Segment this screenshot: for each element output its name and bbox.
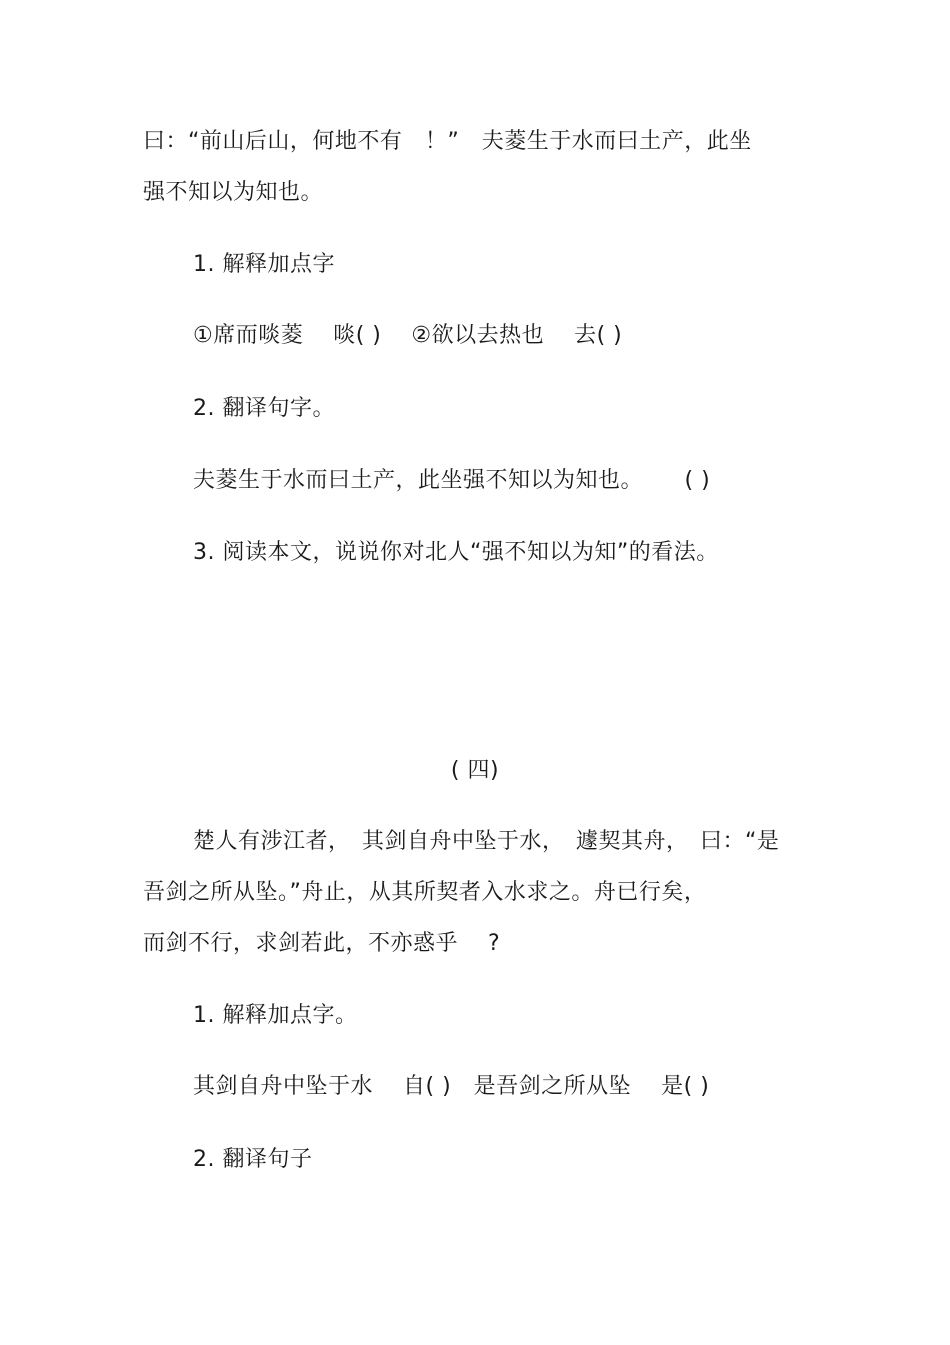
question-2-title: 2. 翻译句子 — [193, 1147, 313, 1172]
question-1-title: 1. 解释加点字。 — [193, 1003, 358, 1028]
question-3-title: 3. 阅读本文，说说你对北人“强不知以为知”的看法。 — [193, 540, 719, 565]
passage-line: 强不知以为知也。 — [143, 180, 324, 205]
passage-line: 吾剑之所从坠。”舟止，从其所契者入水求之。舟已行矣， — [143, 880, 707, 905]
passage-line: 楚人有涉江者， 其剑自舟中坠于水， 遽契其舟， 曰：“是 — [193, 829, 780, 854]
passage-line: 曰：“前山后山，何地不有 ！” 夫菱生于水而曰土产，此坐 — [143, 129, 752, 154]
question-2-sentence: 夫菱生于水而曰土产，此坐强不知以为知也。 ( ) — [193, 468, 711, 493]
section-heading: ( 四) — [450, 758, 500, 783]
question-1-items: ①席而啖菱 啖( ) ②欲以去热也 去( ) — [193, 323, 623, 348]
question-1-items: 其剑自舟中坠于水 自( ) 是吾剑之所从坠 是( ) — [193, 1074, 710, 1099]
question-2-title: 2. 翻译句字。 — [193, 396, 335, 421]
question-1-title: 1. 解释加点字 — [193, 252, 335, 277]
passage-line: 而剑不行，求剑若此，不亦惑乎 ? — [143, 931, 501, 956]
